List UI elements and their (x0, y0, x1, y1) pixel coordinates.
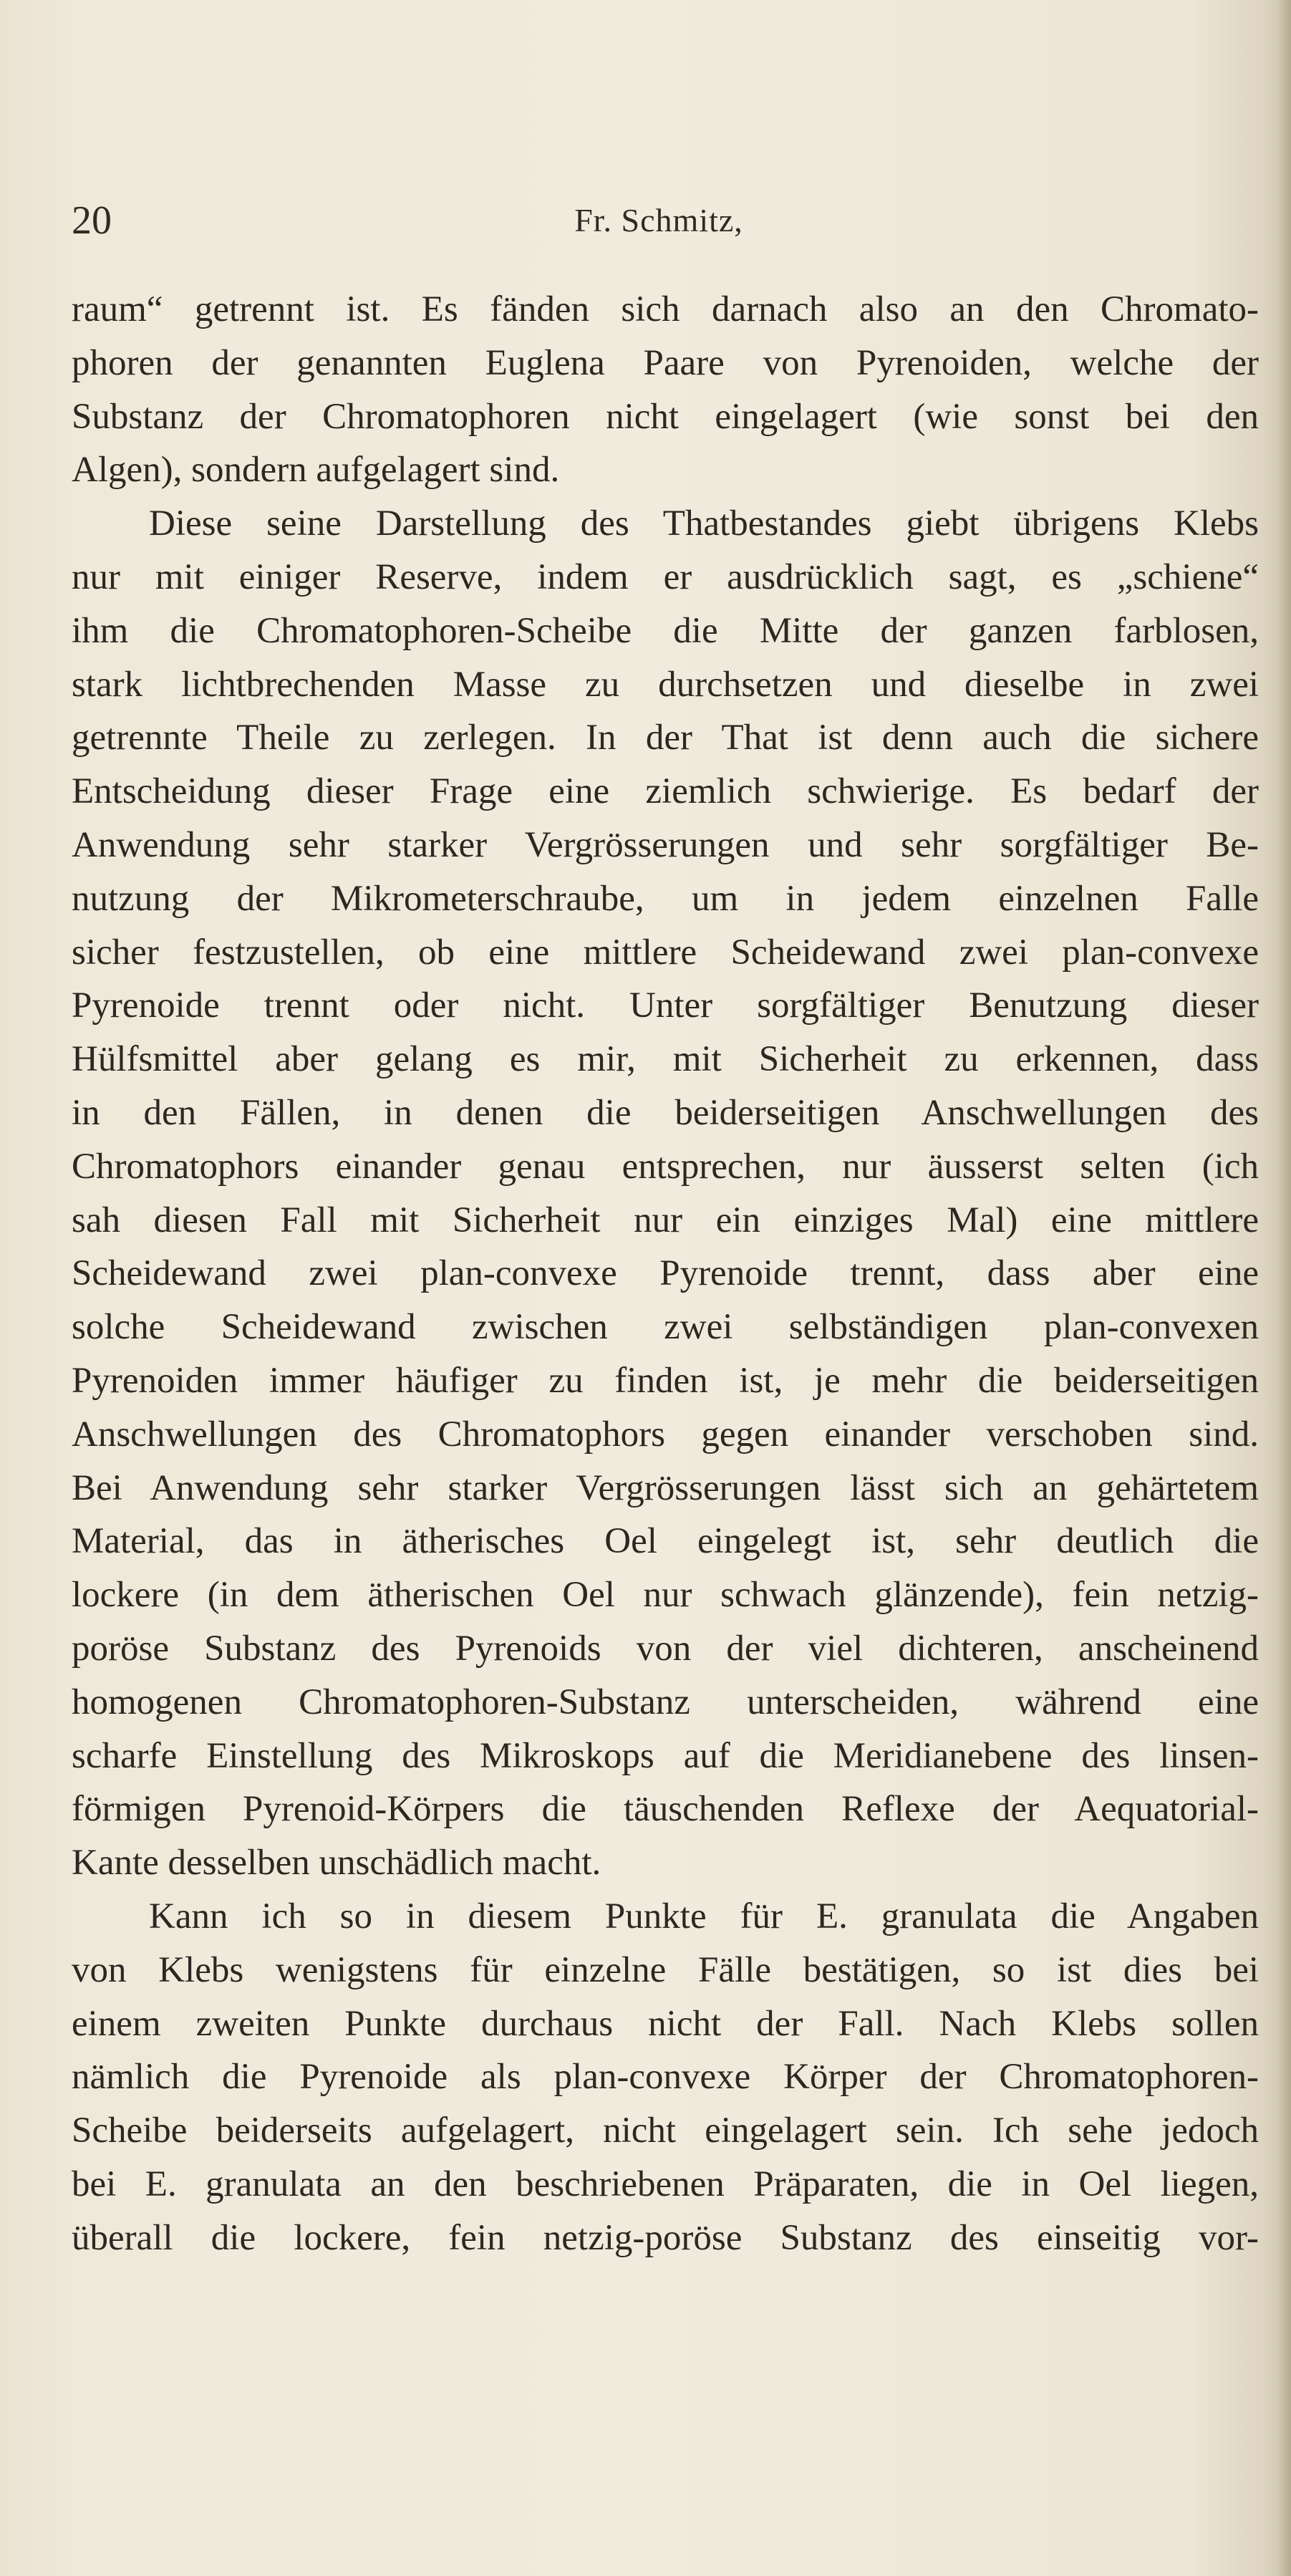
running-head: Fr. Schmitz, (574, 202, 743, 238)
text-line: scharfe Einstellung des Mikroskops auf die Meridianebene des linsen- (72, 1735, 1259, 1776)
page-edge-shadow (1278, 0, 1291, 2576)
text-line: Diese seine Darstellung des Thatbestandes giebt übrigens Klebs (149, 503, 1259, 544)
text-line: sah diesen Fall mit Sicherheit nur ein einziges Mal) eine mittlere (72, 1200, 1259, 1240)
text-line: Algen), sondern aufgelagert sind. (72, 450, 560, 491)
text-line: Scheidewand zwei plan-convexe Pyrenoide trennt, dass aber eine (72, 1253, 1259, 1294)
text-line: Scheibe beiderseits aufgelagert, nicht eingelagert sein. Ich sehe jedoch (72, 2111, 1259, 2151)
text-line: Pyrenoiden immer häufiger zu finden ist, je mehr die beiderseitigen (72, 1360, 1259, 1401)
text-line: solche Scheidewand zwischen zwei selbständigen plan-convexen (72, 1307, 1259, 1348)
text-line: Hülfsmittel aber gelang es mir, mit Sicherheit zu erkennen, dass (72, 1039, 1259, 1080)
text-line: förmigen Pyrenoid-Körpers die täuschenden Reflexe der Aequatorial- (72, 1789, 1259, 1830)
text-line: poröse Substanz des Pyrenoids von der viel dichteren, anscheinend (72, 1628, 1259, 1669)
text-line: nämlich die Pyrenoide als plan-convexe Körper der Chromatophoren- (72, 2057, 1259, 2098)
text-line: in den Fällen, in denen die beiderseitigen Anschwellungen des (72, 1092, 1259, 1133)
text-line: Substanz der Chromatophoren nicht eingelagert (wie sonst bei den (72, 396, 1259, 437)
text-line: stark lichtbrechenden Masse zu durchsetzen und dieselbe in zwei (72, 664, 1259, 705)
text-line: Entscheidung dieser Frage eine ziemlich schwierige. Es bedarf der (72, 771, 1259, 812)
page-header (0, 192, 1291, 249)
page-number: 20 (72, 198, 112, 243)
text-line: bei E. granulata an den beschriebenen Präparaten, die in Oel liegen, (72, 2163, 1259, 2204)
text-line: ihm die Chromatophoren-Scheibe die Mitte der ganzen farblosen, (72, 610, 1259, 651)
text-line: nur mit einiger Reserve, indem er ausdrücklich sagt, es „schiene“ (72, 556, 1259, 597)
text-line: homogenen Chromatophoren-Substanz unterscheiden, während eine (72, 1682, 1259, 1722)
text-line: Anwendung sehr starker Vergrösserungen und sehr sorgfältiger Be- (72, 824, 1259, 865)
text-line: überall die lockere, fein netzig-poröse Substanz des einseitig vor- (72, 2217, 1259, 2258)
text-line: Kann ich so in diesem Punkte für E. granulata die Angaben (149, 1896, 1259, 1936)
text-line: Kante desselben unschädlich macht. (72, 1843, 601, 1883)
text-line: Anschwellungen des Chromatophors gegen einander verschoben sind. (72, 1414, 1259, 1455)
text-line: raum“ getrennt ist. Es fänden sich darnach also an den Chromato- (72, 289, 1259, 329)
text-line: phoren der genannten Euglena Paare von Pyrenoiden, welche der (72, 342, 1259, 383)
text-line: Bei Anwendung sehr starker Vergrösserungen lässt sich an gehärtetem (72, 1467, 1259, 1508)
text-line: Material, das in ätherisches Oel eingelegt ist, sehr deutlich die (72, 1521, 1259, 1562)
text-line: nutzung der Mikrometerschraube, um in jedem einzelnen Falle (72, 878, 1259, 919)
text-line: einem zweiten Punkte durchaus nicht der Fall. Nach Klebs sollen (72, 2003, 1259, 2044)
text-line: lockere (in dem ätherischen Oel nur schwach glänzende), fein netzig- (72, 1575, 1259, 1616)
body-text (72, 283, 1259, 2264)
text-line: sicher festzustellen, ob eine mittlere Scheidewand zwei plan-convexe (72, 932, 1259, 973)
text-line: getrennte Theile zu zerlegen. In der That ist denn auch die sichere (72, 718, 1259, 758)
text-line: Chromatophors einander genau entsprechen, nur äusserst selten (ich (72, 1146, 1259, 1187)
text-line: Pyrenoide trennt oder nicht. Unter sorgfältiger Benutzung dieser (72, 985, 1259, 1026)
text-line: von Klebs wenigstens für einzelne Fälle bestätigen, so ist dies bei (72, 1949, 1259, 1990)
